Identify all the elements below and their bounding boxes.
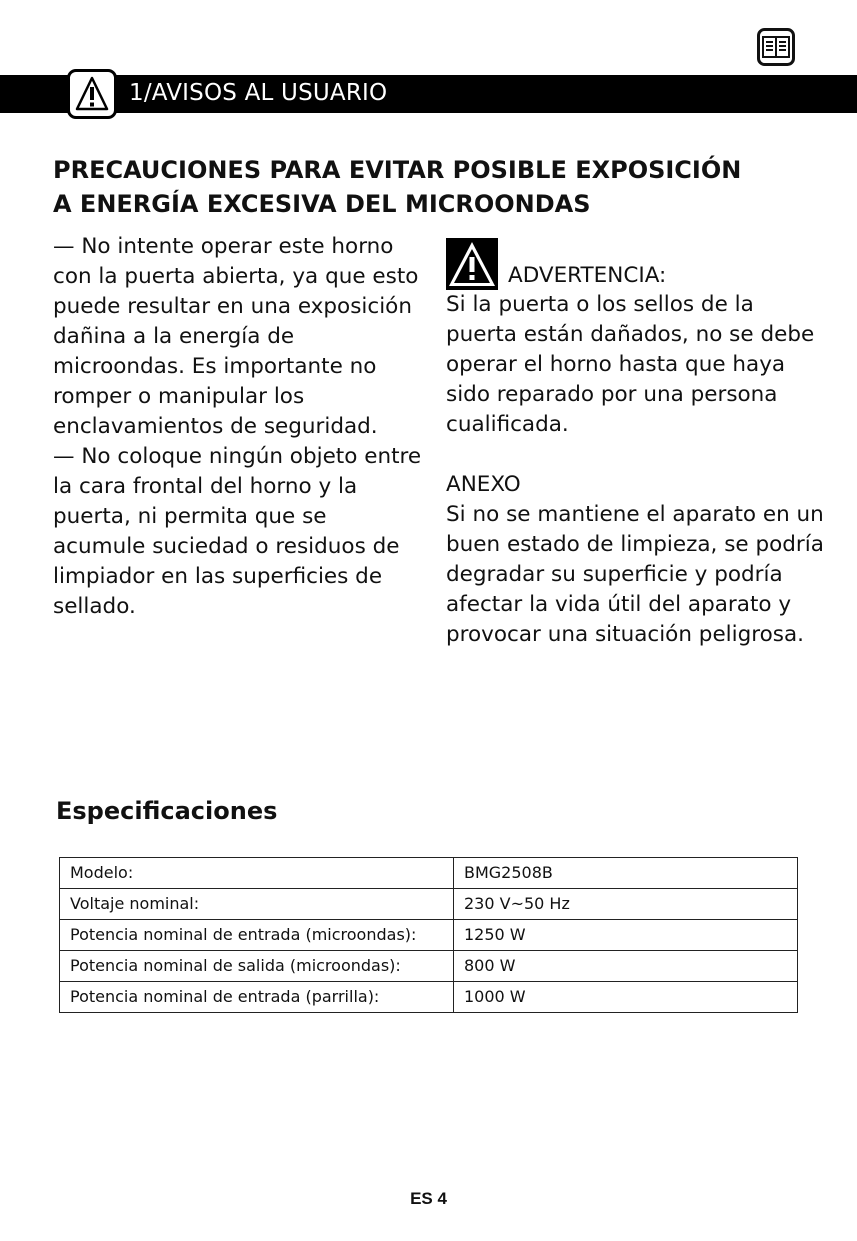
warning-text: Si la puerta o los sellos de la puerta están dañados, no se debe operar el horno hasta que haya sido reparado por una persona cualificada. [446,292,815,437]
spec-value: 800 W [454,951,798,982]
warning-sign-icon [446,238,498,290]
table-row [60,889,798,920]
spec-value: 1250 W [454,920,798,951]
precaution-paragraph: — No coloque ningún objeto entre la cara frontal del horno y la puerta, ni permita que se acumule suciedad o residuos de limpiador en las superficies de sellado. [53,444,422,619]
spec-label: Potencia nominal de entrada (parrilla): [60,982,454,1013]
page-title [53,153,813,221]
section-title: 1/AVISOS AL USUARIO [129,80,388,106]
spec-value: BMG2508B [454,858,798,889]
specs-title: Especificaciones [56,797,278,825]
manual-book-icon [757,28,795,66]
precaution-paragraph: — No intente operar este horno con la puerta abierta, ya que esto puede resultar en una exposición dañina a la energía de microondas. Es importante no romper o manipular los enclavamientos de seguridad. [53,234,419,439]
table-row [60,920,798,951]
precautions-column [53,232,423,622]
warning-triangle-icon [67,69,117,119]
spec-value: 1000 W [454,982,798,1013]
annex-text: Si no se mantiene el aparato en un buen estado de limpieza, se podría degradar su superficie y podría afectar la vida útil del aparato y provocar una situación peligrosa. [446,502,824,647]
specs-table [59,857,798,1013]
table-row [60,982,798,1013]
warning-column [446,232,826,650]
page-title-line1: PRECAUCIONES PARA EVITAR POSIBLE EXPOSICIÓN [53,156,742,184]
spec-value: 230 V~50 Hz [454,889,798,920]
spec-label: Potencia nominal de entrada (microondas): [60,920,454,951]
warning-title: ADVERTENCIA: [508,263,667,288]
spec-label: Modelo: [60,858,454,889]
spec-label: Voltaje nominal: [60,889,454,920]
spec-label: Potencia nominal de salida (microondas): [60,951,454,982]
page-title-line2: A ENERGÍA EXCESIVA DEL MICROONDAS [53,190,591,218]
annex-title: ANEXO [446,472,521,497]
warning-heading [446,232,826,290]
table-row [60,951,798,982]
page-number: ES 4 [410,1189,447,1208]
table-row [60,858,798,889]
